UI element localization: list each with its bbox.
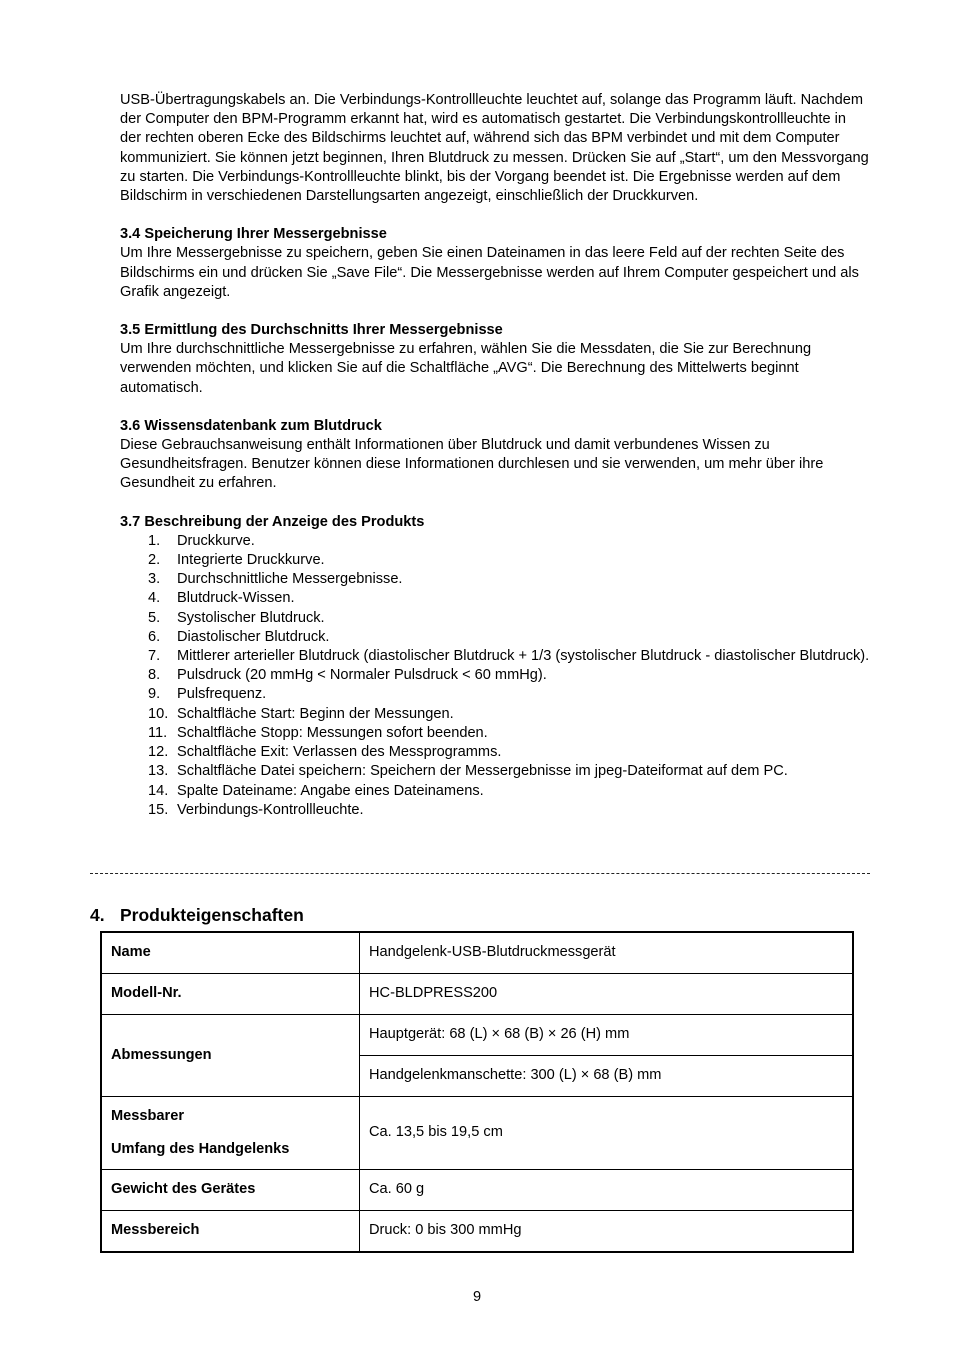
list-item-number: 1.	[148, 532, 161, 549]
list-item-number: 6.	[148, 628, 161, 645]
list-item-text: Schaltfläche Datei speichern: Speichern der Messergebnisse im jpeg-Dateiformat auf dem PC.	[177, 763, 788, 780]
table-row	[101, 1170, 853, 1211]
list-item	[120, 647, 870, 666]
list-item-text: Schaltfläche Stopp: Messungen sofort beenden.	[177, 724, 488, 741]
list-item-number: 15.	[148, 801, 169, 818]
specs-table	[100, 931, 854, 1253]
list-item-text: Systolischer Blutdruck.	[177, 609, 325, 626]
list-item	[120, 570, 870, 589]
table-row	[101, 1097, 853, 1170]
list-item	[120, 762, 870, 781]
list-item-number: 11.	[148, 724, 168, 741]
chapter-title: Produkteigenschaften	[120, 905, 304, 925]
list-item	[120, 685, 870, 704]
section-3-6	[120, 417, 870, 494]
list-item	[120, 666, 870, 685]
table-row	[101, 932, 853, 974]
spec-value-range: Druck: 0 bis 300 mmHg	[360, 1211, 854, 1253]
spec-value-dimensions-cuff: Handgelenkmanschette: 300 (L) × 68 (B) mm	[360, 1056, 854, 1097]
table-row	[101, 974, 853, 1015]
page-number: 9	[472, 1289, 482, 1305]
section-3-4-title: 3.4 Speicherung Ihrer Messergebnisse	[120, 226, 387, 243]
list-item	[120, 609, 870, 628]
spec-value-model: HC-BLDPRESS200	[360, 974, 854, 1015]
table-row	[101, 1015, 853, 1056]
list-item-number: 5.	[148, 609, 161, 626]
spec-label-range: Messbereich	[101, 1211, 360, 1253]
list-item-text: Druckkurve.	[177, 532, 255, 549]
list-item	[120, 782, 870, 801]
list-item-text: Durchschnittliche Messergebnisse.	[177, 571, 403, 588]
spec-label-wrist-line-1: Messbarer	[111, 1108, 185, 1124]
list-item-text: Blutdruck-Wissen.	[177, 590, 295, 607]
list-item	[120, 551, 870, 570]
list-item-text: Pulsdruck (20 mmHg < Normaler Pulsdruck < 60 mmHg).	[177, 667, 547, 684]
list-item-text: Integrierte Druckkurve.	[177, 552, 325, 569]
chapter-heading	[90, 904, 304, 926]
list-item	[120, 628, 870, 647]
section-3-6-title: 3.6 Wissensdatenbank zum Blutdruck	[120, 417, 382, 434]
chapter-number: 4.	[90, 905, 105, 925]
list-item-number: 7.	[148, 648, 161, 665]
spec-label-wrist-line-2: Umfang des Handgelenks	[111, 1141, 290, 1157]
list-item-number: 2.	[148, 552, 161, 569]
spec-label-dimensions: Abmessungen	[101, 1015, 360, 1097]
list-item	[120, 705, 870, 724]
list-item-text: Mittlerer arterieller Blutdruck (diastolischer Blutdruck + 1/3 (systolischer Blutdruck - diastolischer Blutdruck).	[177, 648, 870, 665]
list-item	[120, 724, 870, 743]
list-item-number: 9.	[148, 686, 161, 703]
spec-value-dimensions-main: Hauptgerät: 68 (L) × 68 (B) × 26 (H) mm	[360, 1015, 854, 1056]
spec-label-wrist	[101, 1097, 360, 1170]
spec-label-model: Modell-Nr.	[101, 974, 360, 1015]
spec-value-weight: Ca. 60 g	[360, 1170, 854, 1211]
section-3-7-title: 3.7 Beschreibung der Anzeige des Produkts	[120, 513, 425, 530]
section-3-5	[120, 321, 870, 398]
list-item-text: Diastolischer Blutdruck.	[177, 628, 330, 645]
list-item	[120, 743, 870, 762]
spec-label-name: Name	[101, 932, 360, 974]
section-3-5-body: Um Ihre durchschnittliche Messergebnisse zu erfahren, wählen Sie die Messdaten, die Sie zur Berechnung verwenden möchten, und klicken Sie auf die Schaltfläche „AVG“. Die Berechnung des Mittelwerts beginnt automatisch.	[120, 341, 812, 396]
list-item-number: 12.	[148, 744, 169, 761]
list-item	[120, 589, 870, 608]
list-item-number: 10.	[148, 705, 169, 722]
spec-label-weight: Gewicht des Gerätes	[101, 1170, 360, 1211]
spec-value-name: Handgelenk-USB-Blutdruckmessgerät	[360, 932, 854, 974]
list-item-text: Schaltfläche Start: Beginn der Messungen.	[177, 705, 454, 722]
list-item	[120, 532, 870, 551]
table-row	[101, 1211, 853, 1253]
intro-paragraph: USB-Übertragungskabels an. Die Verbindungs-Kontrollleuchte leuchtet auf, solange das Programm läuft. Nachdem der Computer den BPM-Programm erkannt hat, wird es automatisch gestartet. Die Verbindungskontrollleuchte in der rechten oberen Ecke des Bildschirms leuchtet auf, während sich das BPM verbindet und mit dem Computer kommuniziert. Sie können jetzt beginnen, Ihren Blutdruck zu messen. Drücken Sie auf „Start“, um den Messvorgang zu starten. Die Verbindungs-Kontrollleuchte blinkt, bis der Vorgang beendet ist. Die Ergebnisse werden auf dem Bildschirm in verschiedenen Darstellungsarten angezeigt, einschließlich der Druckkurven.	[120, 92, 869, 205]
list-item-text: Verbindungs-Kontrollleuchte.	[177, 801, 364, 818]
display-description-list	[120, 532, 870, 820]
list-item-text: Spalte Dateiname: Angabe eines Dateinamens.	[177, 782, 484, 799]
list-item-text: Schaltfläche Exit: Verlassen des Messprogramms.	[177, 744, 502, 761]
list-item-text: Pulsfrequenz.	[177, 686, 267, 703]
list-item-number: 14.	[148, 782, 169, 799]
page-content	[120, 91, 870, 820]
section-3-6-body: Diese Gebrauchsanweisung enthält Informationen über Blutdruck und damit verbundenes Wissen zu Gesundheitsfragen. Benutzer können diese Informationen durchlesen und sie verwenden, um mehr über ihre Gesundheit zu erfahren.	[120, 437, 824, 492]
list-item-number: 13.	[148, 763, 169, 780]
dashed-divider	[90, 873, 870, 874]
list-item-number: 3.	[148, 571, 161, 588]
spec-value-wrist: Ca. 13,5 bis 19,5 cm	[360, 1097, 854, 1170]
section-3-4-body: Um Ihre Messergebnisse zu speichern, geben Sie einen Dateinamen in das leere Feld auf der rechten Seite des Bildschirms ein und drücken Sie „Save File“. Die Messergebnisse werden auf Ihrem Computer gespeichert und als Grafik angezeigt.	[120, 245, 859, 300]
list-item	[120, 801, 870, 820]
list-item-number: 4.	[148, 590, 161, 607]
section-3-5-title: 3.5 Ermittlung des Durchschnitts Ihrer Messergebnisse	[120, 322, 503, 339]
list-item-number: 8.	[148, 667, 161, 684]
section-3-7	[120, 513, 870, 820]
section-3-4	[120, 225, 870, 302]
